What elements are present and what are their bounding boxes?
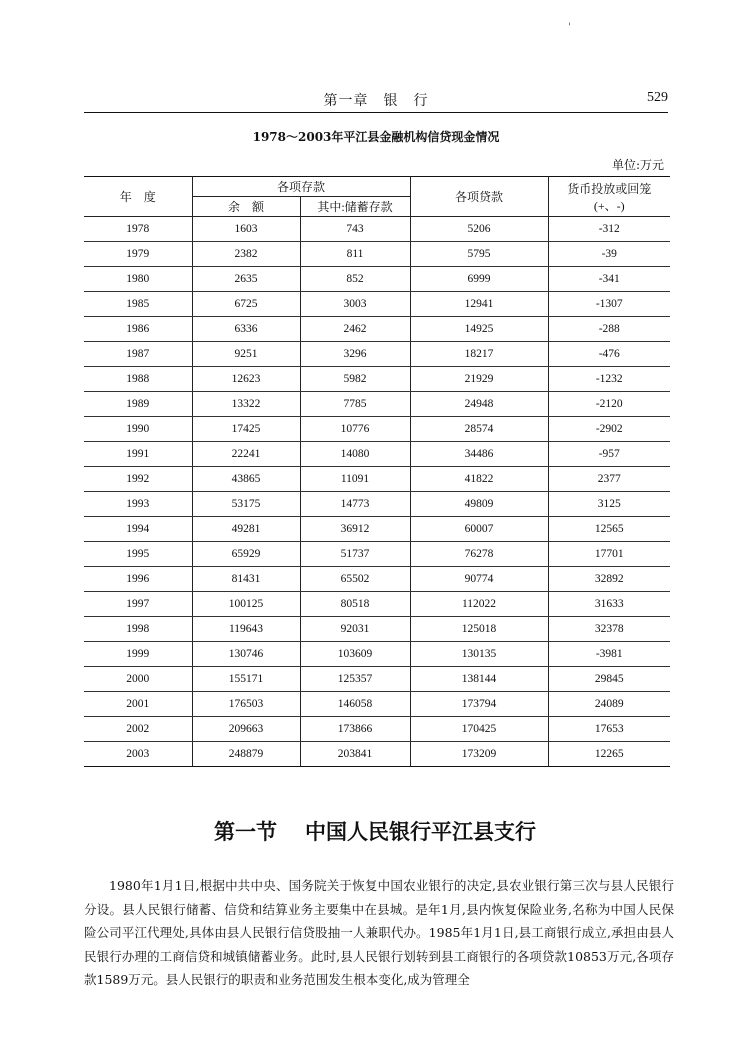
cell-currency: -2902 xyxy=(548,417,670,442)
body-paragraph: 1980年1月1日,根据中共中央、国务院关于恢复中国农业银行的决定,县农业银行第三次与县人民银行分设。县人民银行储蓄、信贷和结算业务主要集中在县城。是年1月,县内恢复保险业务,名称为中国人民保险公司平江代理处,具体由县人民银行信贷股抽一人兼职代办。1985年1月1日,县工商银行成立,承担由县人民银行办理的工商信贷和城镇储蓄业务。此时,县人民银行划转到县工商银行的各项贷款10853万元,各项存款1589万元。县人民银行的职责和业务范围发生根本变化,成为管理全 xyxy=(84,878,674,987)
cell-year: 1994 xyxy=(84,517,192,542)
cell-balance: 2382 xyxy=(192,242,300,267)
cell-savings: 811 xyxy=(300,242,410,267)
cell-balance: 248879 xyxy=(192,742,300,767)
cell-balance: 53175 xyxy=(192,492,300,517)
cell-loans: 18217 xyxy=(410,342,548,367)
cell-currency: 17701 xyxy=(548,542,670,567)
table-row xyxy=(84,567,670,592)
cell-currency: 2377 xyxy=(548,467,670,492)
cell-currency: -476 xyxy=(548,342,670,367)
cell-savings: 146058 xyxy=(300,692,410,717)
cell-balance: 13322 xyxy=(192,392,300,417)
cell-savings: 14080 xyxy=(300,442,410,467)
cell-balance: 1603 xyxy=(192,217,300,242)
cell-savings: 173866 xyxy=(300,717,410,742)
header-savings: 其中:储蓄存款 xyxy=(300,197,410,217)
table-row xyxy=(84,717,670,742)
table-unit: 单位:万元 xyxy=(611,158,664,172)
cell-balance: 2635 xyxy=(192,267,300,292)
cell-year: 2001 xyxy=(84,692,192,717)
cell-savings: 65502 xyxy=(300,567,410,592)
cell-balance: 22241 xyxy=(192,442,300,467)
cell-savings: 7785 xyxy=(300,392,410,417)
cell-balance: 176503 xyxy=(192,692,300,717)
cell-balance: 119643 xyxy=(192,617,300,642)
cell-loans: 21929 xyxy=(410,367,548,392)
cell-currency: 29845 xyxy=(548,667,670,692)
cell-savings: 36912 xyxy=(300,517,410,542)
cell-currency: -957 xyxy=(548,442,670,467)
table-row xyxy=(84,617,670,642)
table-row xyxy=(84,642,670,667)
cell-balance: 43865 xyxy=(192,467,300,492)
cell-balance: 6725 xyxy=(192,292,300,317)
cell-loans: 173209 xyxy=(410,742,548,767)
header-balance: 余 额 xyxy=(192,197,300,217)
cell-currency: 32378 xyxy=(548,617,670,642)
header-deposits: 各项存款 xyxy=(192,177,410,197)
cell-year: 1980 xyxy=(84,267,192,292)
table-row xyxy=(84,692,670,717)
cell-currency: -341 xyxy=(548,267,670,292)
cell-savings: 743 xyxy=(300,217,410,242)
cell-balance: 81431 xyxy=(192,567,300,592)
cell-savings: 3296 xyxy=(300,342,410,367)
table-row xyxy=(84,342,670,367)
cell-balance: 49281 xyxy=(192,517,300,542)
section-heading xyxy=(0,816,750,846)
cell-savings: 103609 xyxy=(300,642,410,667)
cell-year: 1996 xyxy=(84,567,192,592)
cell-loans: 5795 xyxy=(410,242,548,267)
table-body xyxy=(84,217,670,767)
running-header xyxy=(84,90,668,113)
margin-mark: ' xyxy=(568,22,571,33)
cell-currency: 12565 xyxy=(548,517,670,542)
cell-savings: 5982 xyxy=(300,367,410,392)
cell-loans: 125018 xyxy=(410,617,548,642)
cell-currency: 3125 xyxy=(548,492,670,517)
cell-loans: 90774 xyxy=(410,567,548,592)
cell-savings: 10776 xyxy=(300,417,410,442)
cell-balance: 17425 xyxy=(192,417,300,442)
table-row xyxy=(84,492,670,517)
cell-loans: 138144 xyxy=(410,667,548,692)
table-row xyxy=(84,517,670,542)
cell-year: 2000 xyxy=(84,667,192,692)
section-number: 第一节 xyxy=(214,820,277,844)
table-row xyxy=(84,317,670,342)
cell-currency: -1307 xyxy=(548,292,670,317)
cell-year: 1985 xyxy=(84,292,192,317)
cell-year: 2002 xyxy=(84,717,192,742)
cell-currency: -3981 xyxy=(548,642,670,667)
cell-currency: 17653 xyxy=(548,717,670,742)
header-loans: 各项贷款 xyxy=(410,177,548,217)
header-currency-sign: (+、-) xyxy=(593,198,625,213)
table-row xyxy=(84,442,670,467)
header-year: 年 度 xyxy=(84,177,192,217)
cell-year: 1978 xyxy=(84,217,192,242)
cell-savings: 203841 xyxy=(300,742,410,767)
cell-currency: 24089 xyxy=(548,692,670,717)
table-row xyxy=(84,292,670,317)
cell-loans: 170425 xyxy=(410,717,548,742)
cell-loans: 49809 xyxy=(410,492,548,517)
table-row xyxy=(84,592,670,617)
table-row xyxy=(84,392,670,417)
page-number: 529 xyxy=(647,90,668,105)
table-row xyxy=(84,467,670,492)
cell-currency: -312 xyxy=(548,217,670,242)
table-title: 1978～2003年平江县金融机构信贷现金情况 xyxy=(252,130,500,144)
cell-currency: -288 xyxy=(548,317,670,342)
cell-savings: 2462 xyxy=(300,317,410,342)
cell-year: 1987 xyxy=(84,342,192,367)
table-row xyxy=(84,417,670,442)
cell-savings: 852 xyxy=(300,267,410,292)
cell-loans: 76278 xyxy=(410,542,548,567)
cell-loans: 28574 xyxy=(410,417,548,442)
cell-year: 1990 xyxy=(84,417,192,442)
cell-year: 1989 xyxy=(84,392,192,417)
chapter-title: 第一章 银 行 xyxy=(323,93,429,109)
cell-loans: 6999 xyxy=(410,267,548,292)
cell-year: 1998 xyxy=(84,617,192,642)
cell-loans: 34486 xyxy=(410,442,548,467)
cell-balance: 12623 xyxy=(192,367,300,392)
cell-balance: 130746 xyxy=(192,642,300,667)
cell-balance: 9251 xyxy=(192,342,300,367)
cell-savings: 92031 xyxy=(300,617,410,642)
cell-loans: 173794 xyxy=(410,692,548,717)
cell-currency: -39 xyxy=(548,242,670,267)
table-row xyxy=(84,367,670,392)
cell-balance: 209663 xyxy=(192,717,300,742)
cell-loans: 41822 xyxy=(410,467,548,492)
cell-year: 1993 xyxy=(84,492,192,517)
cell-currency: -1232 xyxy=(548,367,670,392)
cell-year: 1986 xyxy=(84,317,192,342)
table-row xyxy=(84,217,670,242)
cell-savings: 51737 xyxy=(300,542,410,567)
cell-currency: 12265 xyxy=(548,742,670,767)
cell-year: 1979 xyxy=(84,242,192,267)
cell-year: 1995 xyxy=(84,542,192,567)
cell-loans: 12941 xyxy=(410,292,548,317)
cell-balance: 6336 xyxy=(192,317,300,342)
cell-loans: 5206 xyxy=(410,217,548,242)
cell-savings: 14773 xyxy=(300,492,410,517)
header-currency xyxy=(548,177,670,217)
cell-loans: 112022 xyxy=(410,592,548,617)
table-row xyxy=(84,267,670,292)
cell-currency: -2120 xyxy=(548,392,670,417)
cell-loans: 14925 xyxy=(410,317,548,342)
cell-balance: 155171 xyxy=(192,667,300,692)
table-row xyxy=(84,742,670,767)
cell-year: 1991 xyxy=(84,442,192,467)
table-row xyxy=(84,667,670,692)
cell-loans: 24948 xyxy=(410,392,548,417)
cell-currency: 31633 xyxy=(548,592,670,617)
cell-year: 2003 xyxy=(84,742,192,767)
cell-balance: 100125 xyxy=(192,592,300,617)
table-row xyxy=(84,242,670,267)
section-name: 中国人民银行平江县支行 xyxy=(305,820,536,844)
cell-savings: 11091 xyxy=(300,467,410,492)
cell-savings: 125357 xyxy=(300,667,410,692)
header-currency-label: 货币投放或回笼 xyxy=(567,181,652,196)
cell-year: 1988 xyxy=(84,367,192,392)
cell-savings: 80518 xyxy=(300,592,410,617)
cell-year: 1992 xyxy=(84,467,192,492)
cell-balance: 65929 xyxy=(192,542,300,567)
cell-year: 1999 xyxy=(84,642,192,667)
cell-savings: 3003 xyxy=(300,292,410,317)
cell-year: 1997 xyxy=(84,592,192,617)
cell-loans: 130135 xyxy=(410,642,548,667)
finance-table xyxy=(84,176,670,767)
table-row xyxy=(84,542,670,567)
cell-loans: 60007 xyxy=(410,517,548,542)
cell-currency: 32892 xyxy=(548,567,670,592)
